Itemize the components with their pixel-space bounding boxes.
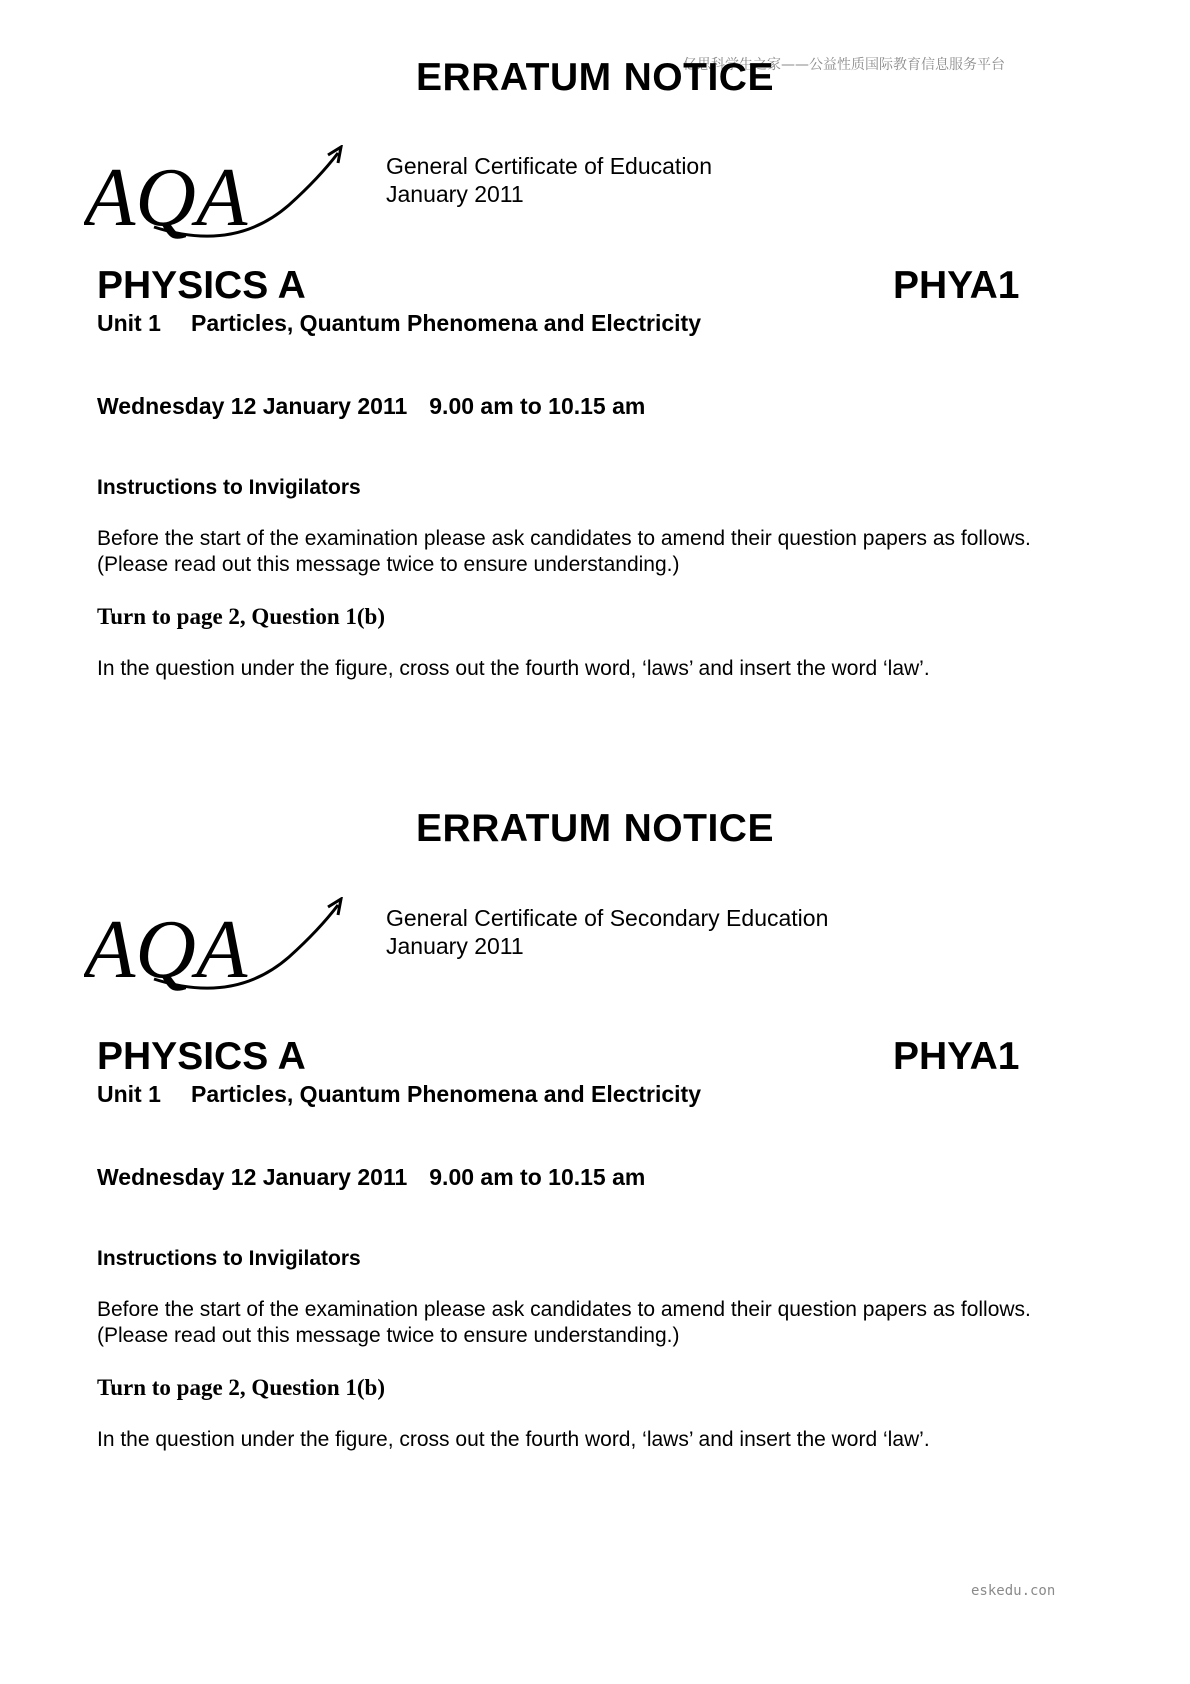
watermark-text-top: 亿思科学生之家——公益性质国际教育信息服务平台 <box>683 57 1005 73</box>
watermark-text-bottom: eskedu.con <box>971 1583 1056 1599</box>
certificate-block <box>386 904 828 960</box>
notice-title-word2: NOTICE <box>623 56 774 99</box>
notice-title <box>0 807 1190 851</box>
paper-code: PHYA1 <box>893 264 1020 307</box>
aqa-logo-text: AQA <box>84 151 248 244</box>
instructions-heading: Instructions to Invigilators <box>97 476 361 499</box>
instruction-line-2: (Please read out this message twice to ensure understanding.) <box>97 1324 680 1347</box>
instructions-body <box>97 526 1031 578</box>
amendment-text: In the question under the figure, cross out the fourth word, ‘laws’ and insert the word ‘law’. <box>97 1428 930 1451</box>
subject-title: PHYSICS A <box>97 264 306 307</box>
turn-to-page: Turn to page 2, Question 1(b) <box>97 604 385 629</box>
unit-line <box>97 1081 701 1108</box>
instruction-line-1: Before the start of the examination please ask candidates to amend their question papers as follows. <box>97 527 1031 550</box>
unit-title: Particles, Quantum Phenomena and Electricity <box>191 310 701 336</box>
exam-datetime <box>97 1164 645 1191</box>
exam-time: 9.00 am to 10.15 am <box>429 393 646 419</box>
unit-number: Unit 1 <box>97 310 161 336</box>
notice-title <box>0 56 1190 100</box>
session: January 2011 <box>386 933 524 959</box>
paper-code: PHYA1 <box>893 1035 1020 1078</box>
certificate-name: General Certificate of Secondary Education <box>386 905 829 931</box>
aqa-logo-text: AQA <box>84 903 248 996</box>
turn-to-page: Turn to page 2, Question 1(b) <box>97 1375 385 1400</box>
unit-title: Particles, Quantum Phenomena and Electricity <box>191 1081 701 1107</box>
unit-number: Unit 1 <box>97 1081 161 1107</box>
aqa-logo <box>84 145 346 245</box>
instructions-heading: Instructions to Invigilators <box>97 1247 361 1270</box>
exam-time: 9.00 am to 10.15 am <box>429 1164 646 1190</box>
aqa-logo <box>84 897 346 997</box>
exam-date: Wednesday 12 January 2011 <box>97 1164 408 1190</box>
session: January 2011 <box>386 181 524 207</box>
notice-title-word2: NOTICE <box>623 807 774 850</box>
exam-date: Wednesday 12 January 2011 <box>97 393 408 419</box>
notice-title-word1: ERRATUM <box>416 56 612 99</box>
instruction-line-2: (Please read out this message twice to ensure understanding.) <box>97 553 680 576</box>
amendment-text: In the question under the figure, cross out the fourth word, ‘laws’ and insert the word ‘law’. <box>97 657 930 680</box>
exam-datetime <box>97 393 645 420</box>
instruction-line-1: Before the start of the examination please ask candidates to amend their question papers as follows. <box>97 1298 1031 1321</box>
certificate-name: General Certificate of Education <box>386 153 713 179</box>
notice-title-word1: ERRATUM <box>416 807 612 850</box>
instructions-body <box>97 1297 1031 1349</box>
certificate-block <box>386 152 712 208</box>
unit-line <box>97 310 701 337</box>
subject-title: PHYSICS A <box>97 1035 306 1078</box>
